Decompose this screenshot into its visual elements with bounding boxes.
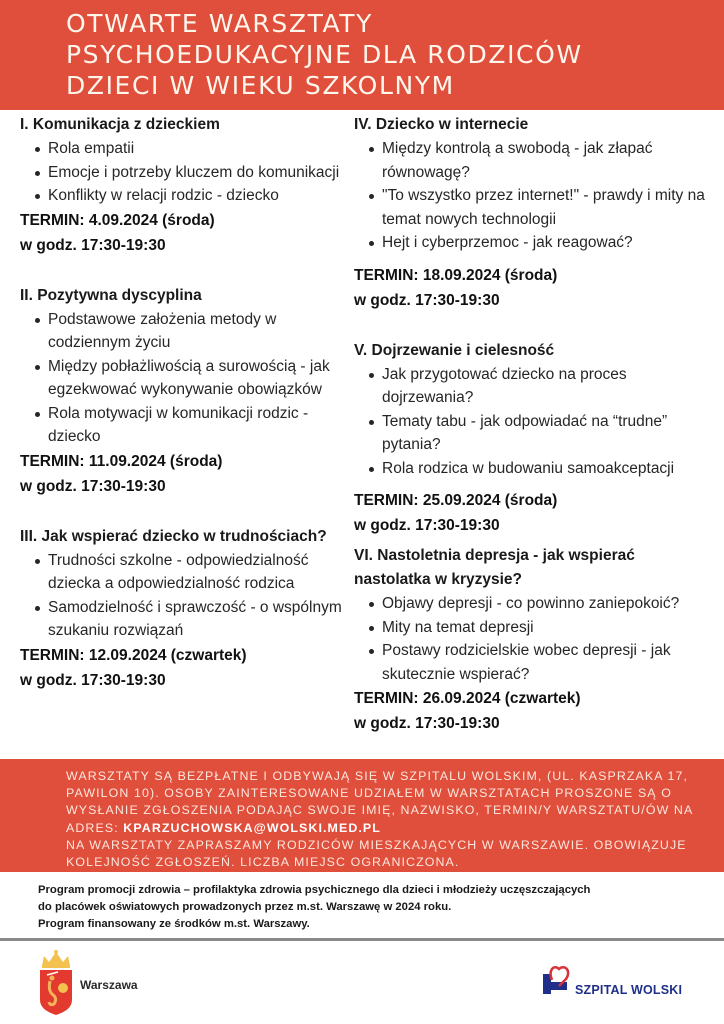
szpital-cross-heart-icon (540, 960, 574, 1000)
title-line-3: DZIECI W WIEKU SZKOLNYM (66, 71, 455, 100)
bullet-icon (369, 194, 374, 199)
topic-item (368, 639, 714, 686)
topic-item (34, 184, 350, 208)
termin-date: TERMIN: 4.09.2024 (środa) (20, 211, 215, 229)
program-note-line: Program promocji zdrowia – profilaktyka zdrowia psychicznego dla dzieci i młodzieży uczęszczających (38, 884, 591, 896)
topic-list (20, 308, 350, 449)
topic-item (368, 363, 714, 410)
topic-text: "To wszystko przez internet!" - prawdy i mity na temat nowych technologii (382, 187, 705, 228)
bullet-icon (369, 602, 374, 607)
topic-item (368, 592, 714, 616)
termin-hours: w godz. 17:30-19:30 (354, 517, 500, 534)
bullet-icon (369, 420, 374, 425)
topic-list (20, 549, 350, 643)
termin-date: TERMIN: 18.09.2024 (środa) (354, 266, 558, 284)
workshop-section-4 (354, 113, 714, 313)
title-line-1: OTWARTE WARSZTATY (66, 9, 374, 38)
bullet-icon (369, 626, 374, 631)
warszawa-logo-text: Warszawa (80, 978, 138, 992)
topic-item (368, 184, 714, 231)
topic-item (368, 137, 714, 184)
szpital-wolski-logo (540, 960, 710, 1005)
eligibility-text: NA WARSZTATY ZAPRASZAMY RODZICÓW MIESZKAJĄCYCH W WARSZAWIE. OBOWIĄZUJE KOLEJNOŚĆ ZGŁOSZEŃ. LICZBA MIEJSC OGRANICZONA. (66, 837, 687, 870)
topic-item (34, 308, 350, 355)
topic-list (354, 137, 714, 255)
topic-item (34, 355, 350, 402)
workshop-section-5 (354, 339, 714, 539)
topic-item (34, 549, 350, 596)
termin-hours: w godz. 17:30-19:30 (20, 477, 166, 495)
bullet-icon (35, 559, 40, 564)
topic-text: Jak przygotować dziecko na proces dojrzewania? (382, 365, 627, 406)
topic-text: Hejt i cyberprzemoc - jak reagować? (382, 234, 633, 251)
workshop-section-3 (20, 525, 350, 693)
warsaw-coat-of-arms-icon (36, 948, 76, 1016)
section-title: V. Dojrzewanie i cielesność (354, 341, 555, 359)
section-title: VI. Nastoletnia depresja - jak wspierać nastolatka w kryzysie? (354, 547, 635, 588)
right-column (354, 113, 714, 736)
bullet-icon (369, 467, 374, 472)
topic-list (354, 592, 714, 686)
topic-text: Objawy depresji - co powinno zaniepokoić? (382, 595, 680, 612)
termin-hours: w godz. 17:30-19:30 (354, 291, 500, 309)
bullet-icon (369, 241, 374, 246)
program-funding-note (38, 882, 698, 933)
workshop-section-1 (20, 113, 350, 258)
topic-item (368, 457, 714, 481)
topic-list (354, 363, 714, 481)
topic-text: Rola empatii (48, 140, 135, 157)
topic-item (368, 231, 714, 255)
program-note-line: do placówek oświatowych prowadzonych przez m.st. Warszawę w 2024 roku. (38, 901, 452, 913)
topic-text: Rola motywacji w komunikacji rodzic - dziecko (48, 404, 309, 445)
topic-text: Między pobłażliwością a surowością - jak egzekwować wykonywanie obowiązków (48, 357, 330, 398)
bullet-icon (35, 412, 40, 417)
szpital-wolski-logo-text: SZPITAL WOLSKI (575, 983, 683, 997)
section-title: II. Pozytywna dyscyplina (20, 286, 202, 304)
topic-item (368, 616, 714, 640)
termin-date: TERMIN: 25.09.2024 (środa) (354, 492, 558, 509)
topic-item (34, 161, 350, 185)
topic-text: Mity na temat depresji (382, 618, 534, 636)
bullet-icon (35, 147, 40, 152)
topic-text: Trudności szkolne - odpowiedzialność dziecka a odpowiedzialność rodzica (48, 551, 309, 592)
workshop-section-2 (20, 284, 350, 499)
topic-text: Podstawowe założenia metody w codziennym życiu (48, 310, 277, 351)
termin-date: TERMIN: 26.09.2024 (czwartek) (354, 690, 581, 707)
registration-text (66, 768, 704, 837)
topic-text: Samodzielność i sprawczość - o wspólnym szukaniu rozwiązań (48, 598, 342, 639)
topic-item (34, 137, 350, 161)
termin-hours: w godz. 17:30-19:30 (20, 671, 166, 689)
topic-text: Tematy tabu - jak odpowiadać na “trudne” pytania? (382, 412, 668, 453)
topic-list (20, 137, 350, 208)
warszawa-logo (36, 948, 166, 1018)
topic-text: Między kontrolą a swobodą - jak złapać równowagę? (382, 140, 653, 181)
topic-item (368, 410, 714, 457)
topic-text: Rola rodzica w budowaniu samoakceptacji (382, 459, 675, 477)
section-title: IV. Dziecko w internecie (354, 116, 529, 133)
bullet-icon (369, 649, 374, 654)
bullet-icon (369, 373, 374, 378)
bullet-icon (35, 606, 40, 611)
termin-date: TERMIN: 11.09.2024 (środa) (20, 452, 223, 470)
footer-divider (0, 938, 724, 941)
bullet-icon (35, 194, 40, 199)
topic-item (34, 596, 350, 643)
bullet-icon (35, 318, 40, 323)
registration-info (0, 759, 724, 872)
left-column (20, 113, 350, 693)
bullet-icon (35, 171, 40, 176)
termin-date: TERMIN: 12.09.2024 (czwartek) (20, 646, 247, 664)
topic-text: Postawy rodzicielskie wobec depresji - jak skutecznie wspierać? (382, 642, 671, 683)
header-banner (0, 0, 724, 110)
section-title: III. Jak wspierać dziecko w trudnościach? (20, 527, 327, 545)
bullet-icon (369, 147, 374, 152)
title-line-2: PSYCHOEDUKACYJNE DLA RODZICÓW (66, 40, 583, 69)
topic-text: Emocje i potrzeby kluczem do komunikacji (48, 163, 340, 181)
termin-hours: w godz. 17:30-19:30 (354, 715, 500, 732)
section-title: I. Komunikacja z dzieckiem (20, 116, 220, 133)
bullet-icon (35, 365, 40, 370)
topic-item (34, 402, 350, 449)
topic-text: Konflikty w relacji rodzic - dziecko (48, 187, 279, 204)
termin-hours: w godz. 17:30-19:30 (20, 236, 166, 254)
workshop-section-6 (354, 544, 714, 736)
info-text-before-email: WARSZTATY SĄ BEZPŁATNE I ODBYWAJĄ SIĘ W SZPITALU WOLSKIM, (UL. KASPRZAKA 17, PAWILON 10). OSOBY ZAINTERESOWANE UDZIAŁEM W WARSZTATACH PROSZONE SĄ O WYSŁANIE ZGŁOSZENIA PODAJĄC SWOJE IMIĘ, NAZWISKO, TERMIN/Y WARSZTATU/ÓW NA ADRES: (66, 769, 693, 835)
program-note-line: Program finansowany ze środków m.st. Warszawy. (38, 918, 310, 930)
contact-email-link[interactable]: KPARZUCHOWSKA@WOLSKI.MED.PL (123, 820, 381, 835)
